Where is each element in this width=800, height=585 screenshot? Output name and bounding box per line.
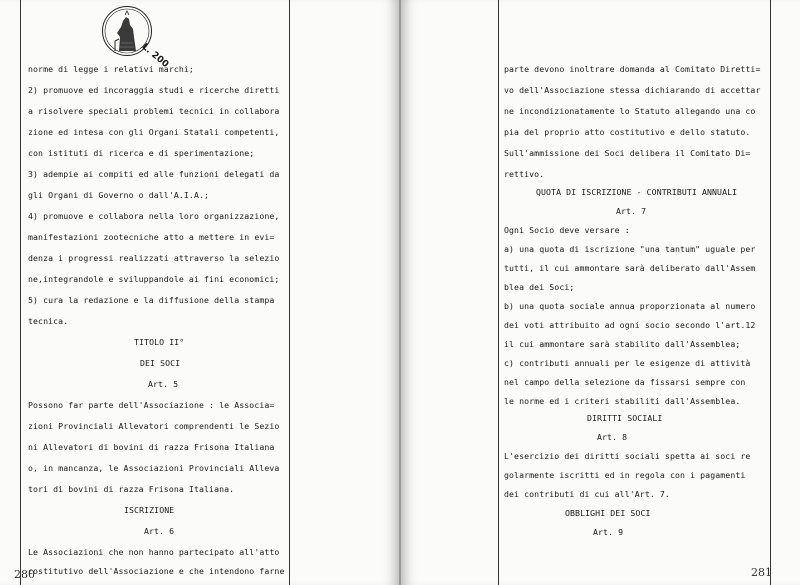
text-line: parte devono inoltrare domanda al Comitato Diretti= (504, 64, 761, 74)
text-line: ne incondizionatamente lo Statuto allegando una co (504, 106, 756, 116)
text-line: rettivo. (504, 169, 545, 179)
article-heading: Art. 9 (593, 527, 624, 537)
text-line: denza i progressi realizzati attraverso la selezio (28, 253, 280, 263)
text-line: costitutivo dell'Associazione e che intendono farne (28, 566, 285, 576)
text-line: ni Allevatori di bovini di razza Frisona Italiana (28, 442, 275, 452)
text-line: tori di bovini di razza Frisona Italiana. (28, 484, 235, 494)
article-heading: Art. 7 (616, 206, 647, 216)
text-line: norme di legge i relativi marchi; (28, 64, 194, 74)
text-line: blea dei Soci; (504, 282, 575, 292)
text-line: 2) promuove ed incoraggia studi e ricerche diretti (28, 85, 280, 95)
text-line: a) una quota di iscrizione "una tantum" uguale per (504, 244, 756, 254)
section-heading: DIRITTI SOCIALI (587, 413, 663, 423)
page-number: 281 (751, 566, 772, 579)
section-subtitle: DEI SOCI (140, 358, 181, 368)
text-line: 3) adempie ai compiti ed alle funzioni delegati da (28, 169, 280, 179)
article-heading: Art. 6 (144, 526, 175, 536)
text-line: Possono far parte dell'Associazione : le Associa= (28, 400, 275, 410)
text-line: 4) promuove e collabora nella loro organizzazione, (28, 211, 280, 221)
text-line: c) contributi annuali per le esigenze di attività (504, 358, 751, 368)
text-line: a risolvere speciali problemi tecnici in collabora (28, 106, 280, 116)
text-line: le norme ed i criteri stabiliti dall'Assemblea. (504, 396, 741, 406)
text-line: tutti, il cui ammontare sarà deliberato dall'Assem (504, 263, 756, 273)
right-margin-rule (289, 0, 290, 585)
text-line: Sull'ammissione dei Soci delibera il Comitato Di= (504, 148, 751, 158)
page-number: 280 (14, 568, 35, 581)
left-margin-rule (498, 0, 499, 585)
text-line: golarmente iscritti ed in regola con i pagamenti (504, 470, 746, 480)
text-line: il cui ammontare sarà stabilito dall'Assemblea; (504, 339, 741, 349)
text-line: L'esercizio dei diritti sociali spetta ai soci re (504, 451, 751, 461)
text-line: 5) cura la redazione e la diffusione della stampa (28, 295, 275, 305)
article-heading: Art. 5 (148, 379, 179, 389)
right-page (401, 0, 800, 585)
text-line: manifestazioni zootecniche atto a mettere in evi= (28, 232, 275, 242)
text-line: nel campo della selezione da fissarsi sempre con (504, 377, 746, 387)
text-line: Le Associazioni che non hanno partecipato all'atto (28, 547, 280, 557)
text-line: ne,integrandole e sviluppandole ai fini economici; (28, 274, 280, 284)
text-line: tecnica. (28, 316, 69, 326)
section-heading: OBBLIGHI DEI SOCI (565, 508, 651, 518)
left-margin-rule (20, 0, 21, 585)
stamp-value: L. 200 (139, 42, 171, 71)
text-line: gli Organi di Governo o dall'A.I.A.; (28, 190, 210, 200)
text-line: o, in mancanza, le Associazioni Provinciali Alleva (28, 463, 280, 473)
section-title: TITOLO II° (134, 337, 185, 347)
text-line: vo dell'Associazione stessa dichiarando di accettar (504, 85, 761, 95)
text-line: con istituti di ricerca e di sperimentazione; (28, 148, 255, 158)
text-line: zione ed intesa con gli Organi Statali competenti, (28, 127, 280, 137)
right-margin-rule (770, 0, 771, 585)
left-page (0, 0, 399, 585)
text-line: b) una quota sociale annua proporzionata al numero (504, 301, 756, 311)
article-heading: Art. 8 (597, 432, 628, 442)
text-line: dei voti attribuito ad ogni socio secondo l'art.12 (504, 320, 756, 330)
text-line: Ogni Socio deve versare : (504, 225, 630, 235)
text-line: zioni Provinciali Allevatori comprendenti le Sezio (28, 421, 280, 431)
text-line: dei contributi di cui all'Art. 7. (504, 489, 670, 499)
section-heading: QUOTA DI ISCRIZIONE - CONTRIBUTI ANNUALI (536, 187, 738, 197)
text-line: pia del proprio atto costitutivo e dello statuto. (504, 127, 751, 137)
section-heading: ISCRIZIONE (124, 505, 175, 515)
